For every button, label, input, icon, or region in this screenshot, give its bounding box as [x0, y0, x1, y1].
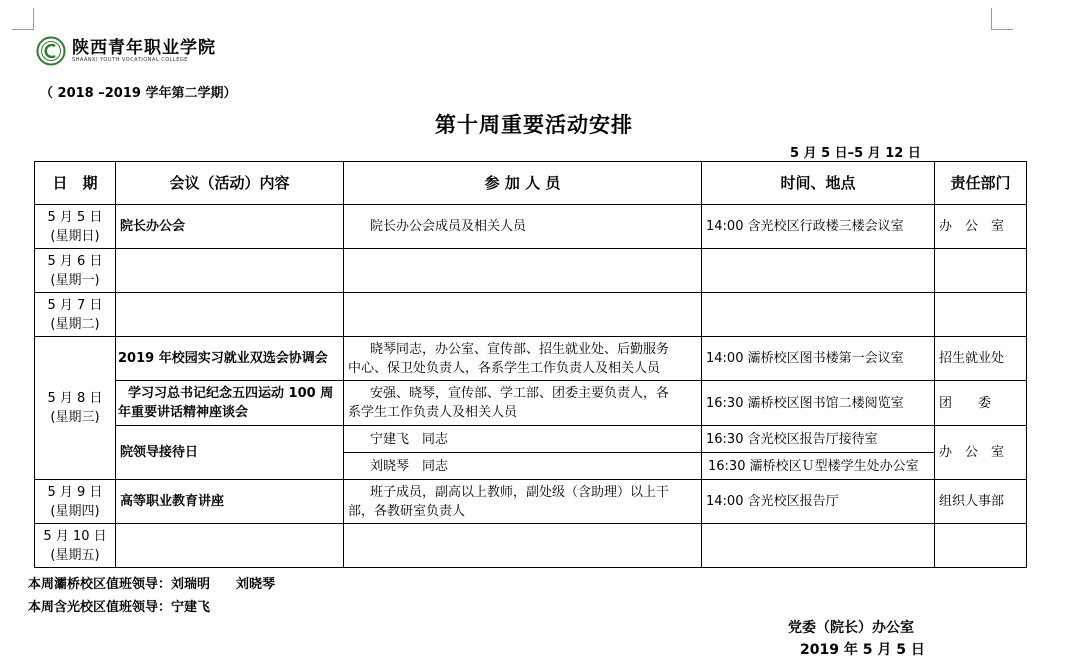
weekday-text: (星期三): [50, 410, 100, 425]
participants-text: 宁建飞 同志: [370, 431, 449, 447]
department-cell: 团 委: [935, 381, 1027, 426]
activity-cell: [116, 249, 344, 293]
header-people: 参 加 人 员: [344, 162, 702, 205]
duty-leader-baqiao: 本周灞桥校区值班领导：刘瑞明 刘晓琴: [28, 577, 276, 592]
time-location-cell: 16:30 灞桥校区图书馆二楼阅览室: [702, 381, 935, 426]
participants-text: 中心、保卫处负责人，各系学生工作负责人及相关人员: [348, 360, 661, 376]
date-text: 5 月 6 日: [47, 253, 103, 269]
table-row: [35, 480, 1027, 524]
participants-cell: [344, 249, 702, 293]
participants-cell: [344, 426, 702, 453]
header-content: 会议（活动）内容: [116, 162, 344, 205]
table-row: [35, 205, 1027, 249]
department-cell: 组织人事部: [935, 480, 1027, 524]
time-location-cell: [702, 524, 935, 568]
duty-leader-hanguang: 本周含光校区值班领导：宁建飞: [28, 600, 211, 615]
activity-cell: [116, 381, 344, 426]
participants-text: 院长办公会成员及相关人员: [370, 219, 527, 234]
time-location-cell: 16:30 灞桥校区Ｕ型楼学生处办公室: [702, 453, 935, 480]
date-text: 5 月 8 日: [47, 391, 103, 406]
activity-cell: 2019 年校园实习就业双选会协调会: [116, 337, 344, 381]
time-location-cell: [702, 293, 935, 337]
time-location-cell: 14:00 含光校区行政楼三楼会议室: [702, 205, 935, 249]
time-location-cell: 16:30 含光校区报告厅接待室: [702, 426, 935, 453]
weekday-text: (星期二): [50, 316, 100, 332]
table-row: [35, 524, 1027, 568]
time-location-cell: [702, 249, 935, 293]
college-name-en: SHAANXI YOUTH VOCATIONAL COLLEGE: [72, 56, 188, 63]
date-text: 5 月 9 日: [47, 484, 103, 500]
participants-cell: [344, 337, 702, 381]
activity-cell: 高等职业教育讲座: [116, 480, 344, 524]
table-row: [35, 337, 1027, 381]
crop-mark: [991, 29, 1013, 30]
participants-text: 班子成员，副高以上教师，副处级（含助理）以上干: [370, 484, 670, 500]
crop-mark: [12, 29, 34, 30]
table-row: [35, 293, 1027, 337]
activity-text: 学习习总书记纪念五四运动 100 周: [128, 386, 334, 401]
time-location-cell: 14:00 灞桥校区图书楼第一会议室: [702, 337, 935, 381]
date-cell: [35, 480, 116, 524]
date-text: 5 月 10 日: [43, 528, 107, 544]
weekday-text: (星期五): [50, 547, 100, 563]
department-cell: [935, 524, 1027, 568]
activity-text: 年重要讲话精神座谈会: [118, 405, 249, 420]
header-time-location: 时间、地点: [702, 162, 935, 205]
date-cell: [35, 337, 116, 480]
participants-text: 系学生工作负责人及相关人员: [348, 405, 518, 420]
table-row: [35, 381, 1027, 426]
date-range: 5 月 5 日–5 月 12 日: [790, 146, 921, 161]
department-cell: 办 公 室: [935, 426, 1027, 480]
header-row: [35, 162, 1027, 205]
document-title: 第十周重要活动安排: [435, 113, 633, 137]
weekday-text: (星期四): [50, 503, 100, 519]
department-cell: [935, 249, 1027, 293]
activity-cell: 院领导接待日: [116, 426, 344, 480]
header-department: 责任部门: [935, 162, 1027, 205]
participants-cell: [344, 381, 702, 426]
time-location-cell: 14:00 含光校区报告厅: [702, 480, 935, 524]
department-cell: [935, 293, 1027, 337]
activity-cell: [116, 524, 344, 568]
college-logo: [36, 34, 216, 68]
date-cell: [35, 293, 116, 337]
date-text: 5 月 7 日: [47, 297, 103, 313]
participants-cell: [344, 480, 702, 524]
date-text: 5 月 5 日: [47, 209, 103, 225]
date-cell: [35, 524, 116, 568]
participants-text: 安强、晓琴，宣传部、学工部、团委主要负责人，各: [370, 386, 670, 401]
participants-cell: [344, 524, 702, 568]
activity-cell: [116, 293, 344, 337]
participants-cell: [344, 205, 702, 249]
activity-cell: 院长办公会: [116, 205, 344, 249]
college-name-cn: 陕西青年职业学院: [72, 37, 216, 58]
issuing-office: 党委（院长）办公室: [788, 620, 914, 636]
participants-cell: [344, 293, 702, 337]
department-cell: 办 公 室: [935, 205, 1027, 249]
crop-mark: [991, 8, 992, 30]
participants-text: 部，各教研室负责人: [348, 503, 466, 519]
date-cell: [35, 205, 116, 249]
crop-mark: [33, 8, 34, 30]
weekday-text: (星期日): [50, 228, 100, 244]
table-row: [35, 249, 1027, 293]
semester-label: （ 2018 –2019 学年第二学期）: [40, 86, 237, 101]
table-row: [35, 426, 1027, 453]
header-date: 日 期: [35, 162, 116, 205]
date-cell: [35, 249, 116, 293]
department-cell: 招生就业处: [935, 337, 1027, 381]
weekday-text: (星期一): [50, 272, 100, 288]
participants-cell: [344, 453, 702, 480]
participants-text: 晓琴同志，办公室、宣传部、招生就业处、后勤服务: [370, 341, 670, 357]
schedule-table: [34, 161, 1027, 568]
college-emblem-icon: [36, 36, 66, 66]
issue-date: 2019 年 5 月 5 日: [800, 642, 925, 658]
participants-text: 刘晓琴 同志: [370, 458, 449, 474]
